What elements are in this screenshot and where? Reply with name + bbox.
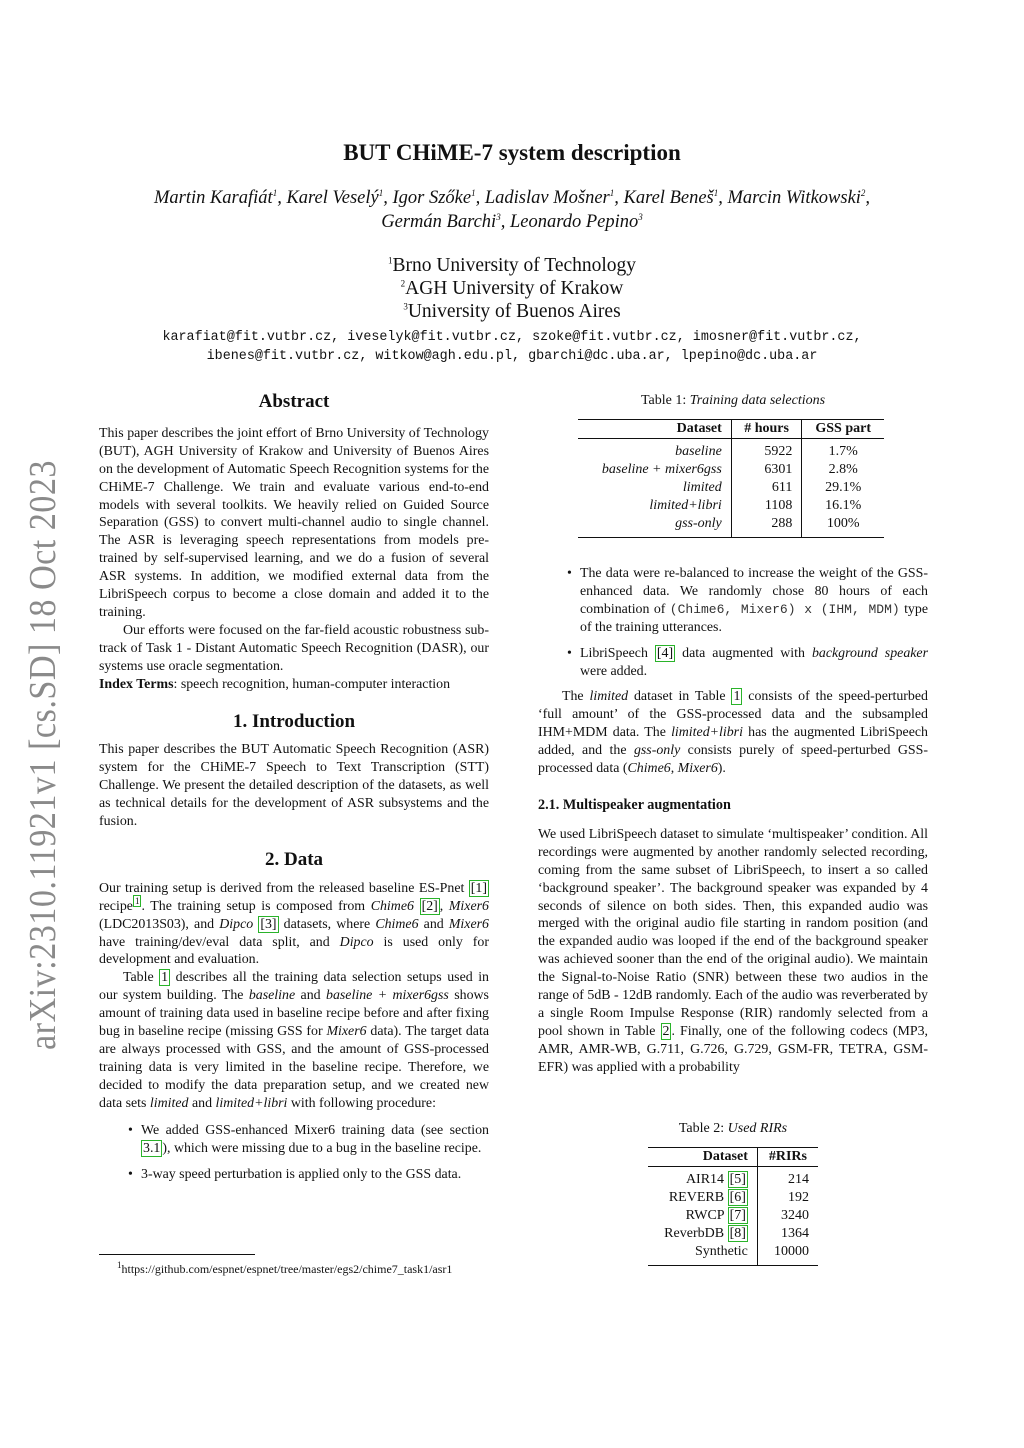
author-list	[90, 186, 934, 234]
footnote: $^1$https://github.com/espnet/espnet/tree/master/egs2/chime7_task1/asr1	[117, 1260, 453, 1276]
table-link[interactable]: 2	[662, 1023, 670, 1039]
intro-heading: 1. Introduction	[232, 710, 356, 732]
list-item: • The data were re-balanced to increase the weight of the GSS-enhanced data. We randomly chose 80 hours of each combination of (Chime6, Mixer6) x (IHM, MDM) type of the training utterances.	[567, 566, 928, 635]
table-cell: 16.1%	[802, 497, 884, 515]
procedure-list	[125, 1122, 489, 1185]
table-row	[648, 1225, 818, 1243]
table-header-row	[578, 420, 884, 439]
table1-caption: Table 1: Training data selections	[640, 393, 826, 408]
table-cell: gss-only	[675, 516, 722, 531]
author: Igor Szőke$^1$,	[392, 187, 485, 208]
table-cell: 29.1%	[802, 479, 884, 497]
table-row	[578, 497, 884, 515]
affiliation: $^1$Brno University of Technology	[387, 255, 637, 276]
citation-link[interactable]: [3]	[260, 916, 277, 932]
table-row	[648, 1243, 818, 1266]
citation-link[interactable]: [6]	[729, 1190, 746, 1205]
author: Martin Karafiát$^1$,	[153, 187, 287, 208]
table-row	[648, 1167, 818, 1190]
table-cell: 3240	[757, 1207, 818, 1225]
data-paragraph: The limited dataset in Table 1 consists of the speed-perturbed ‘full amount’ of the GSS-processed data and the subsampled IHM+MDM data. The limited+libri has the augmented LibriSpeech added, and the gss-only consists purely of speed-perturbed GSS-processed data (Chime6, Mixer6).	[538, 689, 928, 777]
citation-link[interactable]: [7]	[729, 1208, 746, 1223]
table-header-row	[648, 1148, 818, 1167]
data-heading: 2. Data	[264, 848, 324, 870]
intro-paragraph: This paper describes the BUT Automatic Speech Recognition (ASR) system for the CHiME-7 Speech to Text Transcription (STT) Challenge. We present the detailed description of the datasets, as well as technical details for the development of ASR subsystems and the fusion.	[99, 742, 489, 830]
table-header: # hours	[731, 420, 802, 439]
list-item: • 3-way speed perturbation is applied only to the GSS data.	[128, 1167, 462, 1183]
table-cell: 1.7%	[802, 439, 884, 462]
arxiv-stamp	[17, 455, 67, 1055]
affiliation: $^3$University of Buenos Aires	[403, 301, 621, 322]
footnote-rule	[99, 1254, 255, 1255]
table-cell: 611	[731, 479, 802, 497]
table-cell: REVERB [6]	[668, 1190, 746, 1205]
abstract-paragraph: This paper describes the joint effort of Brno University of Technology (BUT), AGH University of Krakow and University of Buenos Aires on the development of Automatic Speech Recognition systems for the CHiME-7 Challenge. We train and evaluate various end-to-end models with several toolkits. We heavily relied on Guided Source Separation (GSS) to convert multi-channel audio to single channel. The ASR is leveraging speech representations from models pre-trained by self-supervised learning, and we do a fusion of several ASR systems. In addition, we modified external data from the LibriSpeech corpus to become a close domain and added it to the training.	[99, 425, 489, 620]
table-cell: 192	[757, 1189, 818, 1207]
abstract-heading: Abstract	[258, 391, 330, 412]
citation-link[interactable]: [2]	[421, 898, 438, 914]
table-header: #RIRs	[757, 1148, 818, 1167]
author: Marcin Witkowski$^2$,	[727, 187, 871, 208]
paper-title: BUT CHiME-7 system description	[343, 140, 681, 165]
table1	[578, 419, 884, 538]
table-link[interactable]: 1	[733, 689, 741, 705]
table2-caption: Table 2: Used RIRs	[678, 1121, 788, 1136]
list-item: • We added GSS-enhanced Mixer6 training data (see section 3.1 ), which were missing due to a bug in the baseline recipe.	[128, 1122, 489, 1156]
table-row	[578, 515, 884, 538]
table-cell: 214	[757, 1167, 818, 1190]
table-link[interactable]: 1	[161, 970, 169, 986]
table-cell: 1108	[731, 497, 802, 515]
section-link[interactable]: 3.1	[143, 1140, 161, 1156]
citation-link[interactable]: [5]	[729, 1172, 746, 1187]
table-cell: 5922	[731, 439, 802, 462]
footnote-link[interactable]: 1	[134, 896, 140, 907]
affiliation: $^2$AGH University of Krakow	[400, 278, 624, 299]
table-cell: limited	[682, 480, 722, 495]
table-header: Dataset	[676, 421, 722, 436]
table-row	[648, 1207, 818, 1225]
multispeaker-paragraph: We used LibriSpeech dataset to simulate ‘multispeaker’ condition. All recordings were augmented by another randomly selected recording, coming from the same subset of LibriSpeech, to insert a so called ‘background speaker’. The background speaker was expanded by 4 seconds of silence on both sides. Then, this expanded audio was merged with the original audio file starting in random position (and the expanded audio was looped if the end of the background speaker was achieved sooner than the end of the original audio). We maintain the Signal-to-Noise Ratio (SNR) between these two audios in the range of 5dB - 12dB randomly. Each of the audio was reverberated by a single Room Impulse Response (RIR) randomly selected from a pool shown in Table 2 . Finally, one of the following codecs (MP3, AMR, AMR-WB, G.711, G.726, G.729, GSM-FR, TETRA, GSM-EFR) was applied with a probability	[538, 826, 928, 1075]
table-cell: ReverbDB [8]	[664, 1226, 746, 1241]
table-cell: baseline + mixer6gss	[601, 462, 722, 477]
table-cell: 10000	[757, 1243, 818, 1266]
table-cell: limited+libri	[649, 498, 722, 513]
table-row	[578, 461, 884, 479]
table-cell: 1364	[757, 1225, 818, 1243]
arxiv-stamp-text: arXiv:2310.11921v1 [cs.SD] 18 Oct 2023	[22, 455, 64, 1050]
table-cell: 288	[731, 515, 802, 538]
author: Leonardo Pepino$^3$	[509, 211, 643, 232]
email-list	[60, 328, 964, 366]
subsection-heading: 2.1. Multispeaker augmentation	[538, 796, 731, 813]
table-row	[578, 439, 884, 462]
list-item: • LibriSpeech [4] data augmented with background speaker were added.	[567, 645, 929, 679]
data-paragraph: Table 1 describes all the training data selection setups used in our system building. The baseline and baseline + mixer6gss shows amount of training data used in baseline recipe before and after fixing bug in baseline recipe (missing GSS for Mixer6 data). The target data are always processed with GSS, and the amount of GSS-processed training data is very limited in the baseline recipe. Therefore, we decided to modify the data preparation setup, and we created new data sets limited and limited+libri with following procedure:	[99, 970, 489, 1111]
table-header: GSS part	[802, 420, 884, 439]
right-column	[538, 565, 928, 1077]
table-cell: 100%	[802, 515, 884, 538]
table-row	[648, 1189, 818, 1207]
table-cell: 2.8%	[802, 461, 884, 479]
data-paragraph: Our training setup is derived from the released baseline ES-Pnet [1] recipe $^1$ . The training setup is composed from Chime6 [2] , Mixer6 (LDC2013S03), and Dipco [3] datasets, where Chime6 and Mixer6 have training/dev/eval data split, and Dipco is used only for development and evaluation.	[99, 880, 490, 968]
author: Karel Veselý$^1$,	[286, 187, 393, 208]
email-line: ibenes@fit.vutbr.cz, witkow@agh.edu.pl, gbarchi@dc.uba.ar, lpepino@dc.uba.ar	[206, 349, 818, 364]
table-header: Dataset	[702, 1149, 748, 1164]
left-column	[99, 393, 489, 1184]
table-cell: Synthetic	[695, 1244, 748, 1259]
table-cell: 6301	[731, 461, 802, 479]
citation-link[interactable]: [1]	[470, 880, 487, 896]
email-line: karafiat@fit.vutbr.cz, iveselyk@fit.vutbr.cz, szoke@fit.vutbr.cz, imosner@fit.vutbr.cz,	[162, 330, 862, 345]
author: Karel Beneš$^1$,	[623, 187, 728, 208]
table-cell: baseline	[675, 444, 722, 459]
citation-link[interactable]: [4]	[656, 645, 674, 661]
index-terms: Index Terms: speech recognition, human-computer interaction	[99, 676, 451, 692]
table-cell: AIR14 [5]	[685, 1172, 746, 1187]
procedure-list-cont	[564, 565, 928, 680]
table-row	[578, 479, 884, 497]
affiliations	[0, 254, 1024, 323]
author: Ladislav Mošner$^1$,	[484, 187, 624, 208]
table2	[648, 1147, 818, 1266]
author: Germán Barchi$^3$,	[381, 211, 510, 232]
abstract-paragraph: Our efforts were focused on the far-field acoustic robustness sub-track of Task 1 - Distant Automatic Speech Recognition (DASR), our systems use oracle segmentation.	[99, 622, 489, 674]
table-cell: RWCP [7]	[685, 1208, 746, 1223]
citation-link[interactable]: [8]	[729, 1226, 746, 1241]
